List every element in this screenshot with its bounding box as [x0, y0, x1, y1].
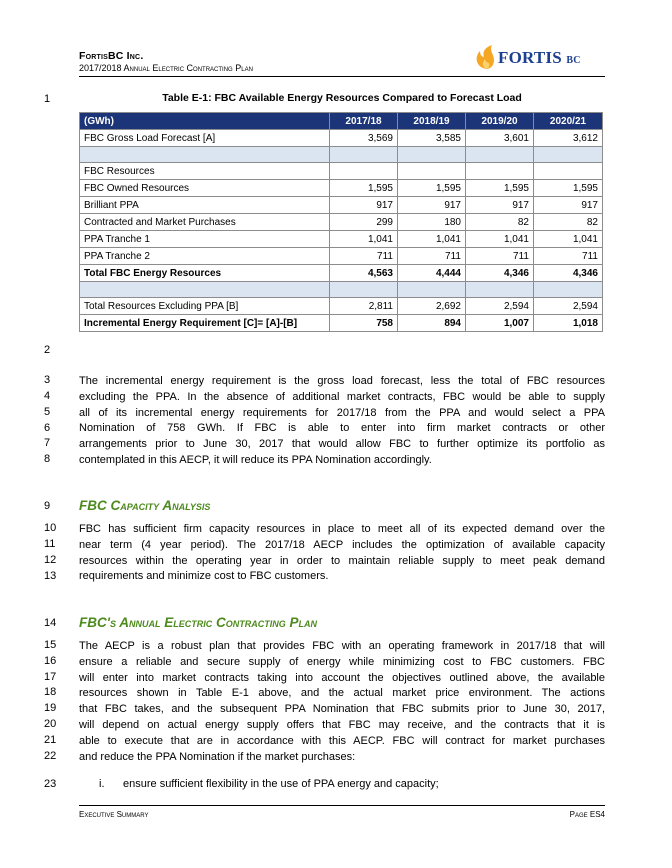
- logo-suffix: BC: [566, 55, 581, 66]
- table-total-row: [80, 315, 603, 332]
- line-number: 3: [44, 374, 51, 386]
- table-cell: 4,346: [466, 265, 534, 282]
- table-row: [80, 180, 603, 197]
- table-cell: 4,563: [330, 265, 398, 282]
- line-number: 16: [44, 655, 57, 667]
- document-subtitle: 2017/2018 Annual Electric Contracting Plan: [79, 63, 253, 73]
- line-number: 11: [44, 538, 56, 550]
- table-row: [80, 298, 603, 315]
- footer-section-label: Executive Summary: [79, 810, 149, 819]
- text-line: ensure a reliable and secure supply of energy while minimizing cost to FBC customers. FBC: [79, 655, 605, 668]
- energy-resources-table: [79, 112, 603, 332]
- table-cell: 180: [398, 214, 466, 231]
- text-line: able to execute that are in accordance with this AECP. FBC will contract for market purchases: [79, 734, 605, 747]
- text-line: near term (4 year period). The 2017/18 AECP includes the optimization of available capacity: [79, 538, 605, 551]
- paragraph-incremental-energy: [79, 374, 605, 469]
- text-line: The AECP is a robust plan that provides FBC with an operating framework in 2017/18 that will: [79, 640, 605, 652]
- table-cell: 1,041: [398, 231, 466, 248]
- line-number: 10: [44, 522, 57, 534]
- line-number: 4: [44, 390, 51, 402]
- line-number: 18: [44, 686, 57, 698]
- table-cell: 1,595: [398, 180, 466, 197]
- line-number: 12: [44, 554, 57, 566]
- table-cell: 1,007: [466, 315, 534, 332]
- row-label: Contracted and Market Purchases: [80, 214, 330, 231]
- list-item: [99, 778, 439, 790]
- line-number: 9: [44, 500, 51, 512]
- table-spacer-row: [80, 282, 603, 298]
- header-divider: [79, 76, 605, 77]
- section-heading-aecp: FBC's Annual Electric Contracting Plan: [79, 615, 317, 630]
- line-number: 15: [44, 639, 57, 651]
- table-cell: 3,601: [466, 130, 534, 147]
- line-number: 20: [44, 718, 57, 730]
- table-cell: 2,811: [330, 298, 398, 315]
- table-cell: 758: [330, 315, 398, 332]
- table-cell: 3,612: [534, 130, 603, 147]
- column-header: 2020/21: [534, 113, 603, 130]
- row-label: Total Resources Excluding PPA [B]: [80, 298, 330, 315]
- table-cell: 1,041: [330, 231, 398, 248]
- table-cell: 1,018: [534, 315, 603, 332]
- line-number: 5: [44, 406, 51, 418]
- table-cell: 82: [534, 214, 603, 231]
- table-row: [80, 248, 603, 265]
- text-line: will depend on actual energy supply offers that FBC may receive, and the contracts that it is: [79, 718, 605, 731]
- column-header: 2018/19: [398, 113, 466, 130]
- table-cell: 711: [398, 248, 466, 265]
- text-line: Nomination of 758 GWh. If FBC is able to enter into firm market contracts or other: [79, 422, 605, 435]
- text-line: and reduce the PPA Nomination if the market purchases:: [79, 750, 356, 763]
- paragraph-capacity-analysis: [79, 522, 605, 585]
- table-cell: 917: [466, 197, 534, 214]
- text-line: resources within the operating year in order to maintain reliable supply to meet peak demand: [79, 554, 605, 567]
- table-row: [80, 197, 603, 214]
- text-line: resources shown in Table E-1 above, and the actual market price environment. The actions: [79, 687, 605, 700]
- table-caption: Table E-1: FBC Available Energy Resources Compared to Forecast Load: [162, 92, 522, 104]
- table-cell: 4,346: [534, 265, 603, 282]
- row-label: FBC Gross Load Forecast [A]: [80, 130, 330, 147]
- line-number: 21: [44, 734, 57, 746]
- table-total-row: [80, 265, 603, 282]
- line-number: 23: [44, 778, 57, 790]
- text-line: excluding the PPA. In the absence of additional market contracts, FBC would be able to supply: [79, 390, 605, 403]
- table-cell: 1,595: [534, 180, 603, 197]
- table-cell: 917: [534, 197, 603, 214]
- table-cell: 711: [466, 248, 534, 265]
- table-cell: 894: [398, 315, 466, 332]
- table-row: [80, 214, 603, 231]
- list-item-text: ensure sufficient flexibility in the use of PPA energy and capacity;: [123, 778, 439, 790]
- table-cell: 711: [534, 248, 603, 265]
- company-name: FortisBC Inc.: [79, 50, 144, 62]
- column-header: 2019/20: [466, 113, 534, 130]
- table-cell: 2,692: [398, 298, 466, 315]
- fortis-logo-text: [498, 48, 581, 68]
- line-number: 19: [44, 702, 57, 714]
- line-number: 22: [44, 750, 57, 762]
- list-marker: i.: [99, 778, 105, 790]
- table-row: [80, 130, 603, 147]
- footer-divider: [79, 805, 605, 806]
- table-cell: 1,595: [466, 180, 534, 197]
- row-label: FBC Resources: [80, 163, 330, 180]
- table-row: [80, 231, 603, 248]
- line-number: 7: [44, 437, 51, 449]
- table-cell: 917: [398, 197, 466, 214]
- table-cell: 1,595: [330, 180, 398, 197]
- column-header: (GWh): [80, 113, 330, 130]
- table-cell: 1,041: [534, 231, 603, 248]
- row-label: PPA Tranche 1: [80, 231, 330, 248]
- table-cell: 3,585: [398, 130, 466, 147]
- row-label: FBC Owned Resources: [80, 180, 330, 197]
- text-line: all of its incremental energy requirements for 2017/18 from the PPA and would select a PPA: [79, 406, 605, 419]
- table-header-row: [80, 113, 603, 130]
- paragraph-aecp: [79, 639, 605, 765]
- table-cell: 917: [330, 197, 398, 214]
- line-number: 8: [44, 453, 51, 465]
- text-line: will enter into market contracts taking into account the objectives outlined above, the available: [79, 671, 605, 684]
- text-line: requirements and minimize cost to FBC customers.: [79, 570, 329, 583]
- table-cell: 82: [466, 214, 534, 231]
- line-number: 1: [44, 93, 51, 105]
- line-number: 2: [44, 344, 51, 356]
- line-number: 6: [44, 422, 51, 434]
- logo-word: FORTIS: [498, 48, 562, 67]
- table-spacer-row: [80, 147, 603, 163]
- row-label: Brilliant PPA: [80, 197, 330, 214]
- table-cell: 299: [330, 214, 398, 231]
- text-line: The incremental energy requirement is the gross load forecast, less the total of FBC resources: [79, 375, 605, 387]
- table-row: [80, 163, 603, 180]
- row-label: PPA Tranche 2: [80, 248, 330, 265]
- table-cell: 1,041: [466, 231, 534, 248]
- row-label: Incremental Energy Requirement [C]= [A]-[B]: [80, 315, 330, 332]
- page-number: Page ES4: [569, 810, 605, 819]
- line-number: 13: [44, 570, 57, 582]
- text-line: that FBC takes, and the subsequent PPA Nomination that FBC submits prior to June 30, 2017,: [79, 703, 605, 716]
- text-line: contemplated in this AECP, it will reduce its PPA Nomination accordingly.: [79, 453, 432, 466]
- column-header: 2017/18: [330, 113, 398, 130]
- line-number: 14: [44, 617, 57, 629]
- table-cell: 2,594: [466, 298, 534, 315]
- table-cell: 2,594: [534, 298, 603, 315]
- table-cell: 4,444: [398, 265, 466, 282]
- text-line: arrangements prior to June 30, 2017 that would allow FBC to further optimize its portfolio as: [79, 438, 605, 451]
- table-cell: 3,569: [330, 130, 398, 147]
- text-line: FBC has sufficient firm capacity resources in place to meet all of its expected demand over the: [79, 523, 605, 535]
- line-number: 17: [44, 671, 57, 683]
- section-heading-capacity: FBC Capacity Analysis: [79, 498, 211, 513]
- table-cell: 711: [330, 248, 398, 265]
- row-label: Total FBC Energy Resources: [80, 265, 330, 282]
